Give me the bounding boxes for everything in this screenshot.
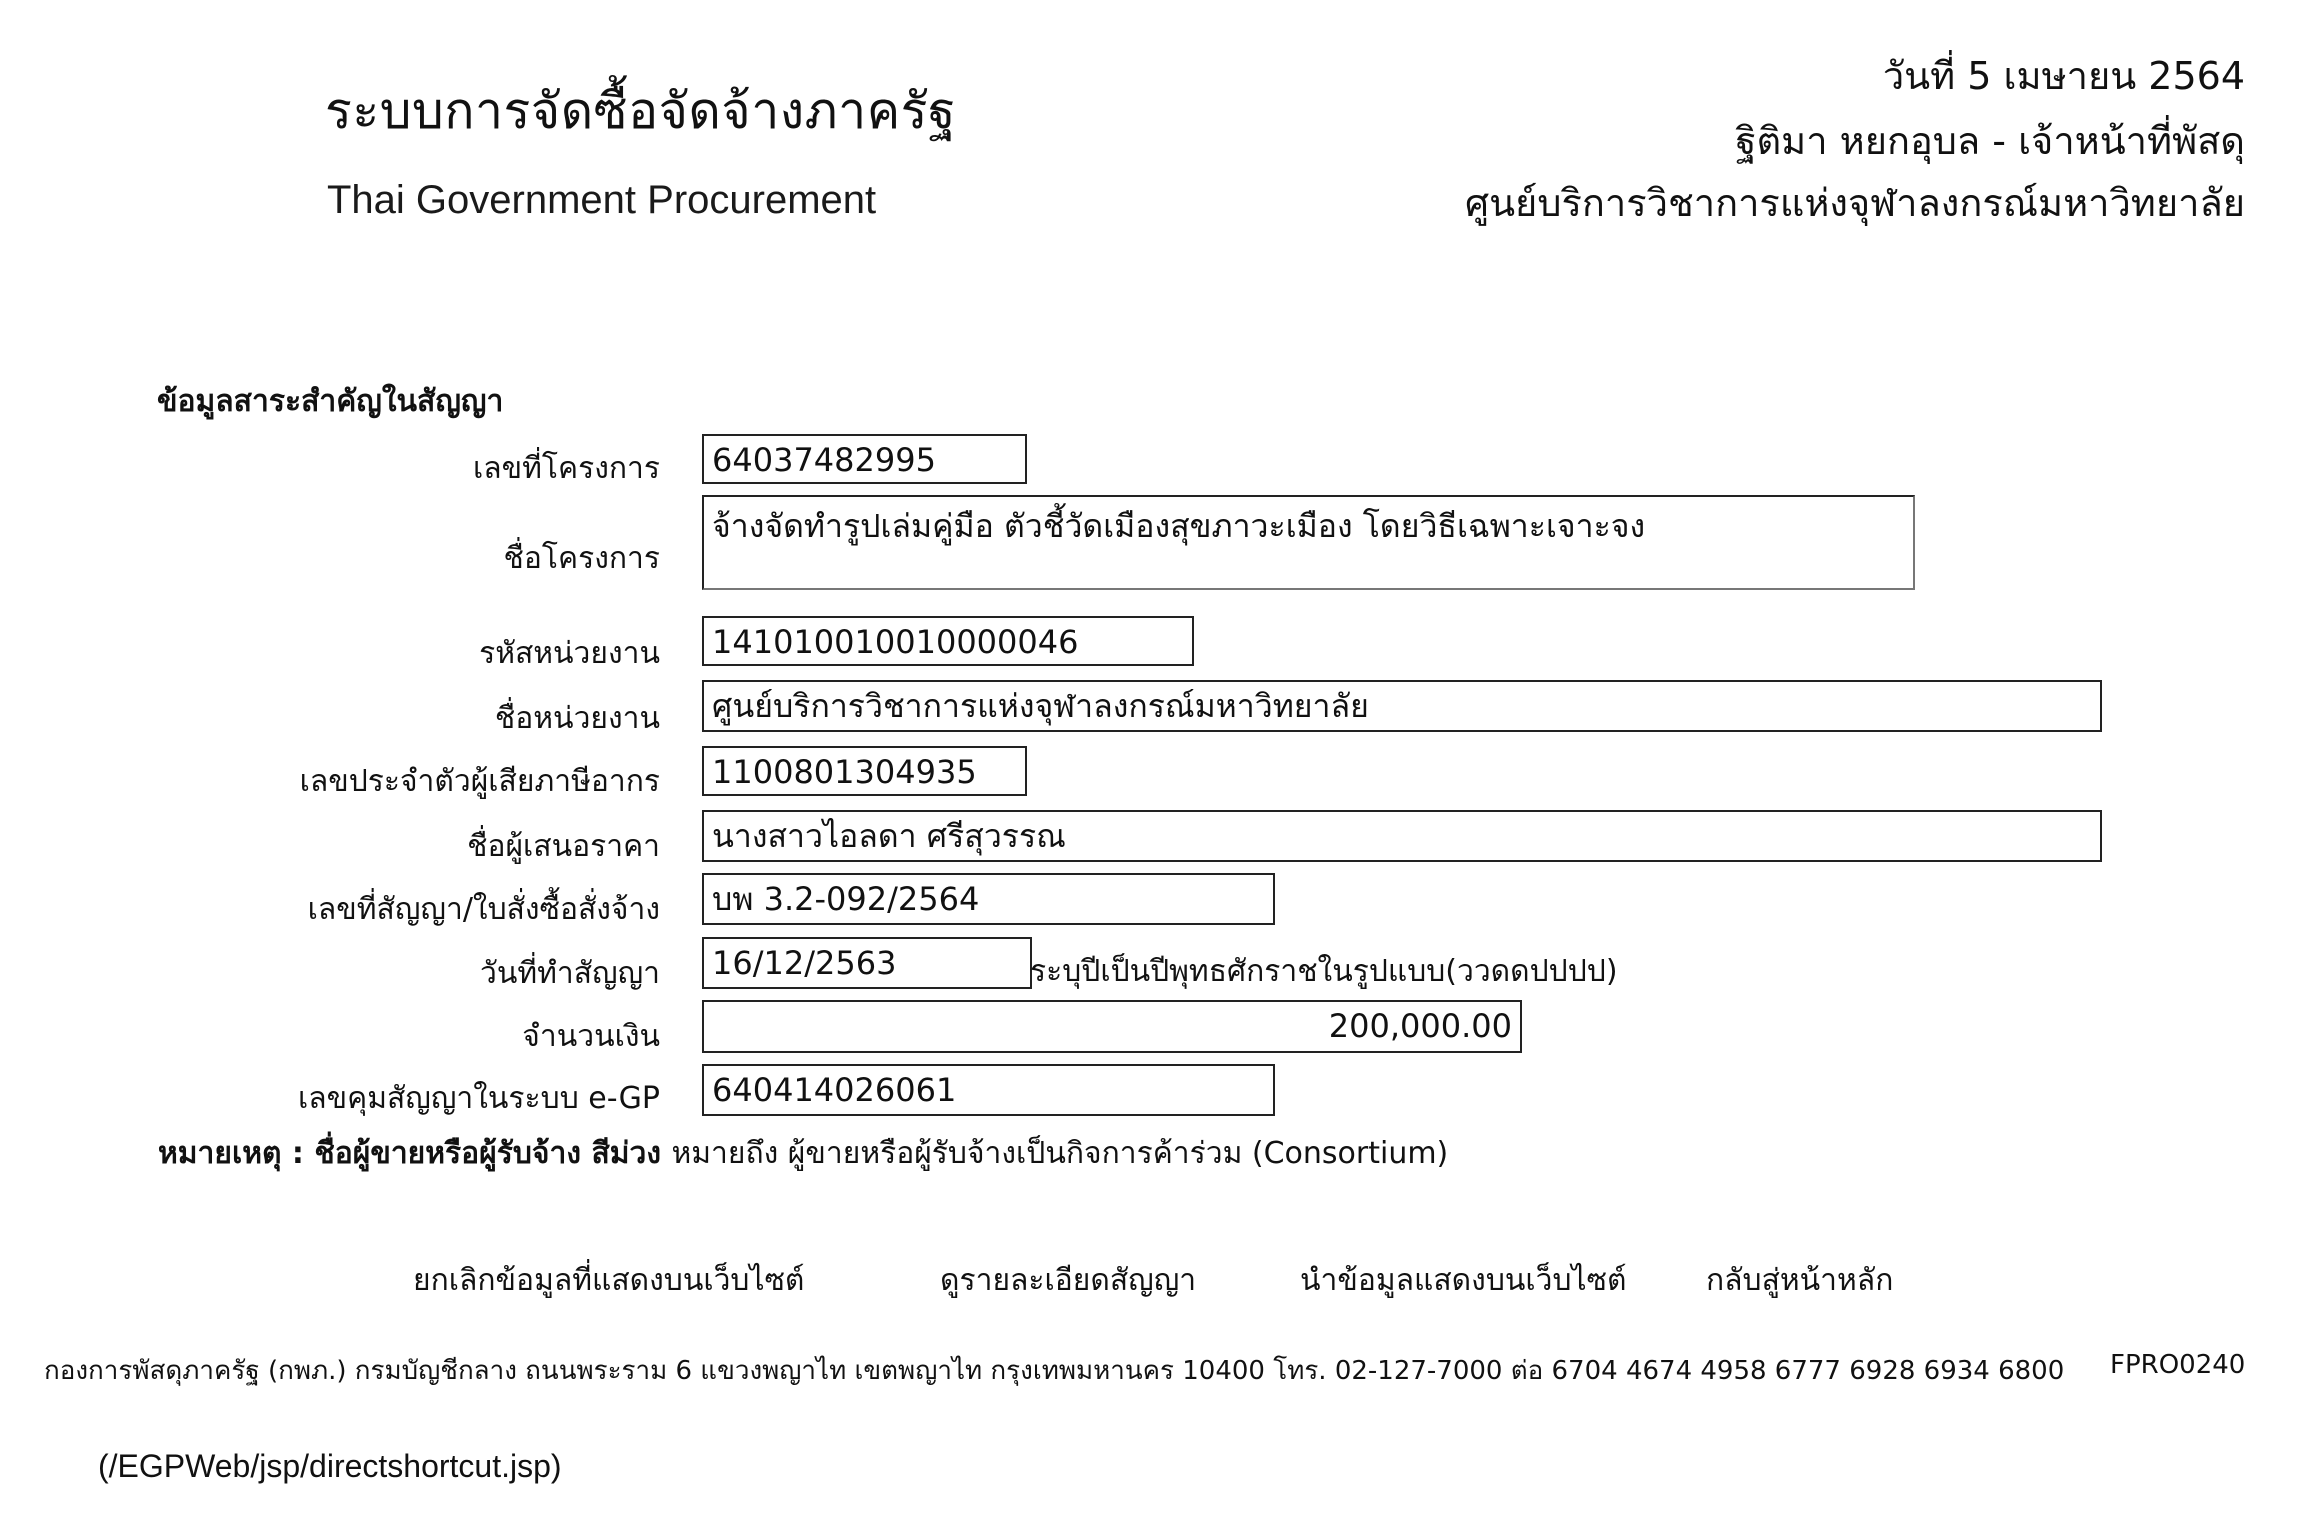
note-emphasis: สีม่วง (591, 1136, 662, 1171)
contract-no-field[interactable]: บพ 3.2-092/2564 (702, 873, 1275, 925)
back-home-link[interactable]: กลับสู่หน้าหลัก (1706, 1263, 1894, 1298)
header-date: วันที่ 5 เมษายน 2564 (1882, 54, 2245, 98)
section-title: ข้อมูลสาระสำคัญในสัญญา (157, 384, 504, 419)
egp-no-field[interactable]: 640414026061 (702, 1064, 1275, 1116)
footer-address: กองการพัสดุภาครัฐ (กพภ.) กรมบัญชีกลาง ถนนพระราม 6 แขวงพญาไท เขตพญาไท กรุงเทพมหานคร 10400 โทร. 02-127-7000 ต่อ 6704 4674 4958 6777 6928 6934 6800 (44, 1356, 2065, 1386)
note-prefix: หมายเหตุ : ชื่อผู้ขายหรือผู้รับจ้าง (158, 1136, 581, 1171)
agency-code-label: รหัสหน่วยงาน (479, 636, 660, 671)
tax-id-label: เลขประจำตัวผู้เสียภาษีอากร (299, 764, 660, 799)
bidder-name-label: ชื่อผู้เสนอราคา (467, 829, 660, 864)
page-url: (/EGPWeb/jsp/directshortcut.jsp) (98, 1448, 562, 1484)
project-no-label: เลขที่โครงการ (473, 451, 660, 486)
header-organization: ศูนย์บริการวิชาการแห่งจุฬาลงกรณ์มหาวิทยาลัย (1464, 181, 2245, 225)
amount-label: จำนวนเงิน (522, 1019, 660, 1054)
project-no-field[interactable]: 64037482995 (702, 434, 1027, 484)
agency-name-label: ชื่อหน่วยงาน (494, 701, 660, 736)
note-suffix: หมายถึง ผู้ขายหรือผู้รับจ้างเป็นกิจการค้าร่วม (Consortium) (671, 1136, 1449, 1171)
egp-no-label: เลขคุมสัญญาในระบบ e-GP (298, 1081, 660, 1116)
contract-date-label: วันที่ทำสัญญา (479, 956, 660, 991)
contract-date-hint: ระบุปีเป็นปีพุทธศักราชในรูปแบบ(ววดดปปปป) (1030, 954, 1618, 989)
page-code: FPRO0240 (2110, 1350, 2246, 1380)
tax-id-field[interactable]: 1100801304935 (702, 746, 1027, 796)
view-contract-detail-link[interactable]: ดูรายละเอียดสัญญา (940, 1263, 1197, 1298)
project-name-label: ชื่อโครงการ (503, 541, 660, 576)
publish-web-data-link[interactable]: นำข้อมูลแสดงบนเว็บไซต์ (1300, 1263, 1627, 1298)
bidder-name-field[interactable]: นางสาวไอลดา ศรีสุวรรณ (702, 810, 2102, 862)
system-title-thai: ระบบการจัดซื้อจัดจ้างภาครัฐ (325, 82, 957, 140)
agency-name-field[interactable]: ศูนย์บริการวิชาการแห่งจุฬาลงกรณ์มหาวิทยาลัย (702, 680, 2102, 732)
header-user: ฐิติมา หยกอุบล - เจ้าหน้าที่พัสดุ (1735, 119, 2245, 163)
agency-code-field[interactable]: 141010010010000046 (702, 616, 1194, 666)
contract-date-field[interactable]: 16/12/2563 (702, 937, 1032, 989)
cancel-web-data-link[interactable]: ยกเลิกข้อมูลที่แสดงบนเว็บไซต์ (413, 1263, 805, 1298)
project-name-field[interactable]: จ้างจัดทำรูปเล่มคู่มือ ตัวชี้วัดเมืองสุขภาวะเมือง โดยวิธีเฉพาะเจาะจง (702, 495, 1915, 590)
contract-no-label: เลขที่สัญญา/ใบสั่งซื้อสั่งจ้าง (307, 892, 660, 927)
amount-field[interactable]: 200,000.00 (702, 1000, 1522, 1053)
consortium-note (158, 1130, 1448, 1177)
system-title-english: Thai Government Procurement (327, 178, 877, 222)
